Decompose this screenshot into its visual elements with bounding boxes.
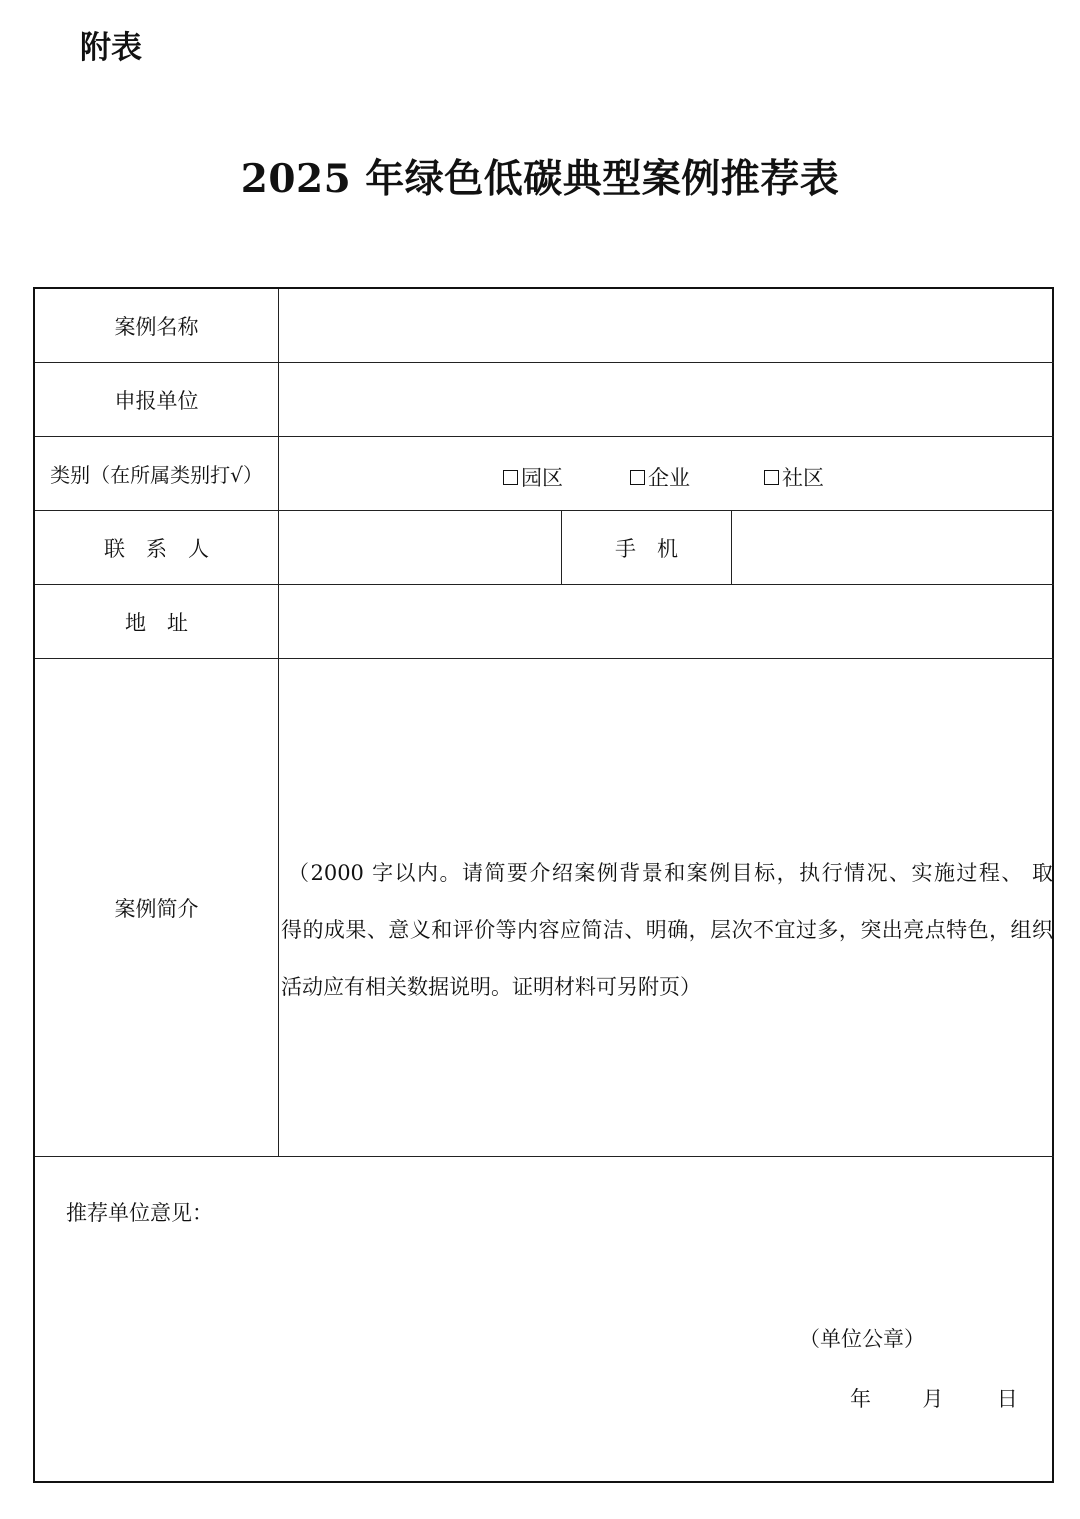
date-month-label: 月 (922, 1387, 944, 1411)
category-option-community[interactable] (764, 465, 824, 489)
form-title: 2025 年绿色低碳典型案例推荐表 (240, 156, 840, 202)
seal-label: （单位公章） (799, 1327, 925, 1351)
category-option-enterprise[interactable] (630, 465, 690, 489)
recommend-opinion-label: 推荐单位意见： (66, 1201, 213, 1225)
applicant-field[interactable] (279, 363, 1054, 436)
recommendation-form (33, 287, 1054, 1483)
date-day-label: 日 (996, 1387, 1018, 1411)
address-field[interactable] (279, 585, 1054, 658)
category-option-park[interactable] (503, 465, 563, 489)
date-line (850, 1383, 1018, 1413)
date-year-label: 年 (850, 1387, 871, 1411)
category-label: 类别（在所属类别打√） (50, 463, 263, 487)
checkbox-icon[interactable] (630, 470, 645, 485)
case-name-label: 案例名称 (114, 314, 199, 339)
case-intro-label: 案例简介 (114, 896, 199, 921)
category-option-label: 园区 (521, 466, 563, 490)
address-label: 地 址 (125, 610, 188, 635)
phone-label: 手 机 (615, 536, 678, 561)
checkbox-icon[interactable] (503, 470, 518, 485)
case-intro-field[interactable] (281, 845, 1053, 1016)
applicant-label: 申报单位 (114, 388, 199, 413)
intro-instruction-line: 活动应有相关数据说明。证明材料可另附页） (281, 975, 701, 999)
phone-field[interactable] (732, 511, 1054, 584)
contact-field[interactable] (279, 511, 561, 584)
attachment-label: 附表 (80, 30, 142, 66)
checkbox-icon[interactable] (764, 470, 779, 485)
contact-label: 联 系 人 (104, 536, 209, 561)
intro-instruction-line: 得的成果、意义和评价等内容应简洁、明确，层次不宜过多，突出亮点特色，组织 (281, 918, 1053, 942)
case-name-field[interactable] (279, 289, 1054, 362)
row-divider (35, 1156, 1054, 1157)
category-option-label: 企业 (648, 466, 690, 490)
category-option-label: 社区 (782, 466, 824, 490)
intro-instruction-line: （2000 字以内。请简要介绍案例背景和案例目标，执行情况、实施过程、 取 (288, 861, 1053, 885)
